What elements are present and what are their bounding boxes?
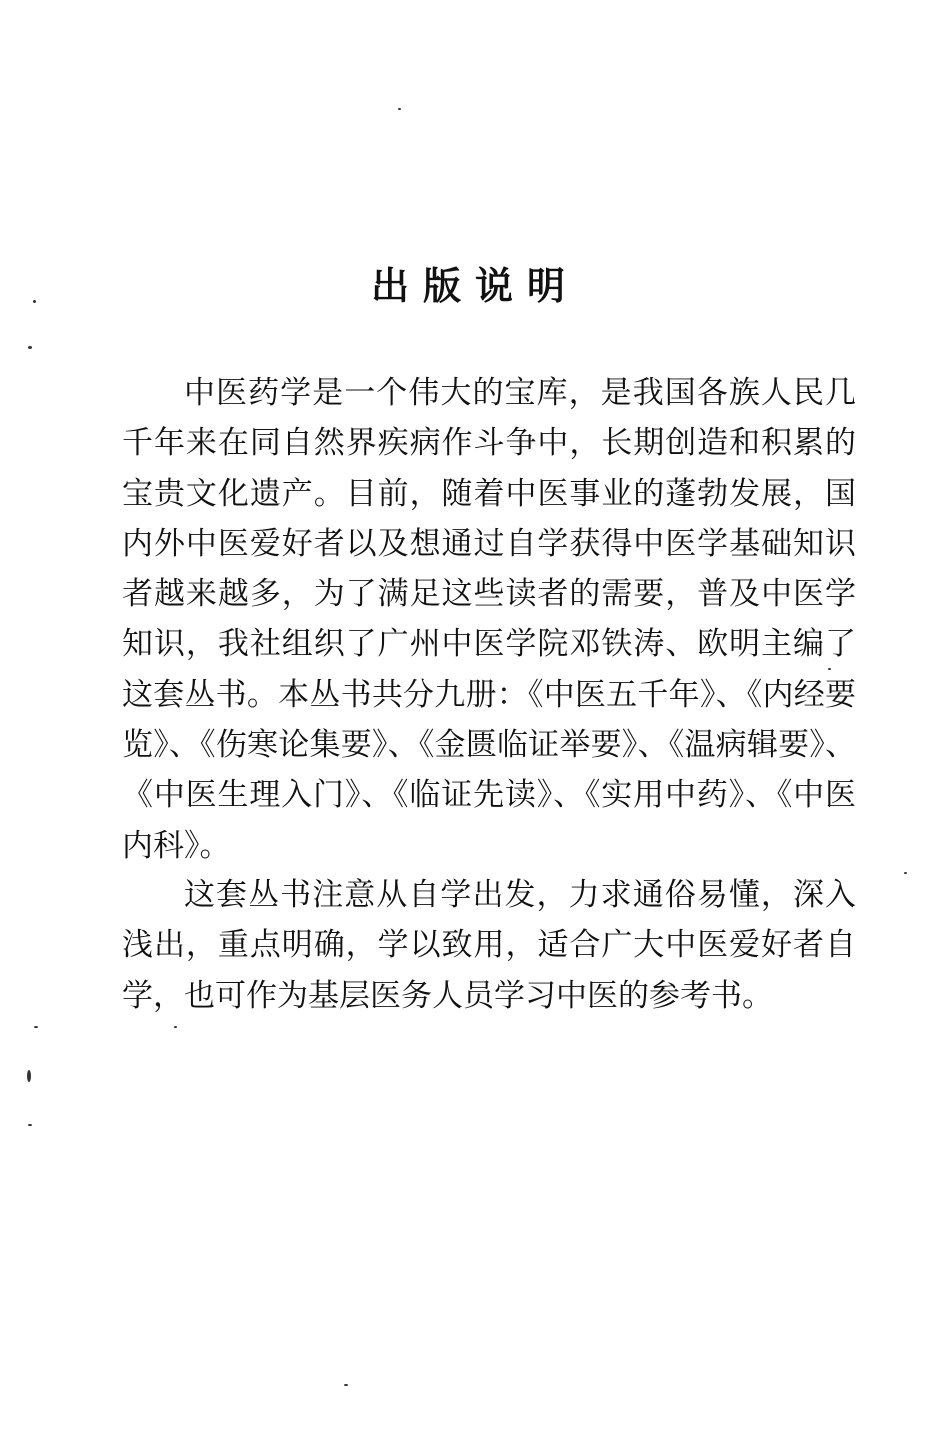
scan-speck <box>344 1384 348 1386</box>
scan-speck <box>904 872 907 874</box>
paragraph-purpose: 这套丛书注意从自学出发，力求通俗易懂，深入浅出，重点明确，学以致用，适合广大中医爱好者自学，也可作为基层医务人员学习中医的参考书。 <box>122 877 856 1014</box>
scan-speck <box>28 346 32 349</box>
scan-speck <box>27 1070 31 1082</box>
scan-speck <box>28 1124 32 1126</box>
scan-speck <box>398 108 401 110</box>
scan-speck <box>174 1026 177 1028</box>
scan-speck <box>828 668 831 670</box>
paragraph-intro: 中医药学是一个伟大的宝库，是我国各族人民几千年来在同自然界疾病作斗争中，长期创造和积累的宝贵文化遗产。目前，随着中医事业的蓬勃发展，国内外中医爱好者以及想通过自学获得中医学基础知识者越来越多，为了满足这些读者的需要，普及中医学知识，我社组织了广州中医学院邓铁涛、欧明主编了这套丛书。本丛书共分九册：《中医五千年》、《内经要览》、《伤寒论集要》、《金匮临证举要》、《温病辑要》、《中医生理入门》、《临证先读》、《实用中药》、《中医内科》。 <box>122 375 856 864</box>
scan-speck <box>34 1026 38 1028</box>
scan-speck <box>33 300 36 303</box>
page-title: 出版说明 <box>370 263 579 308</box>
